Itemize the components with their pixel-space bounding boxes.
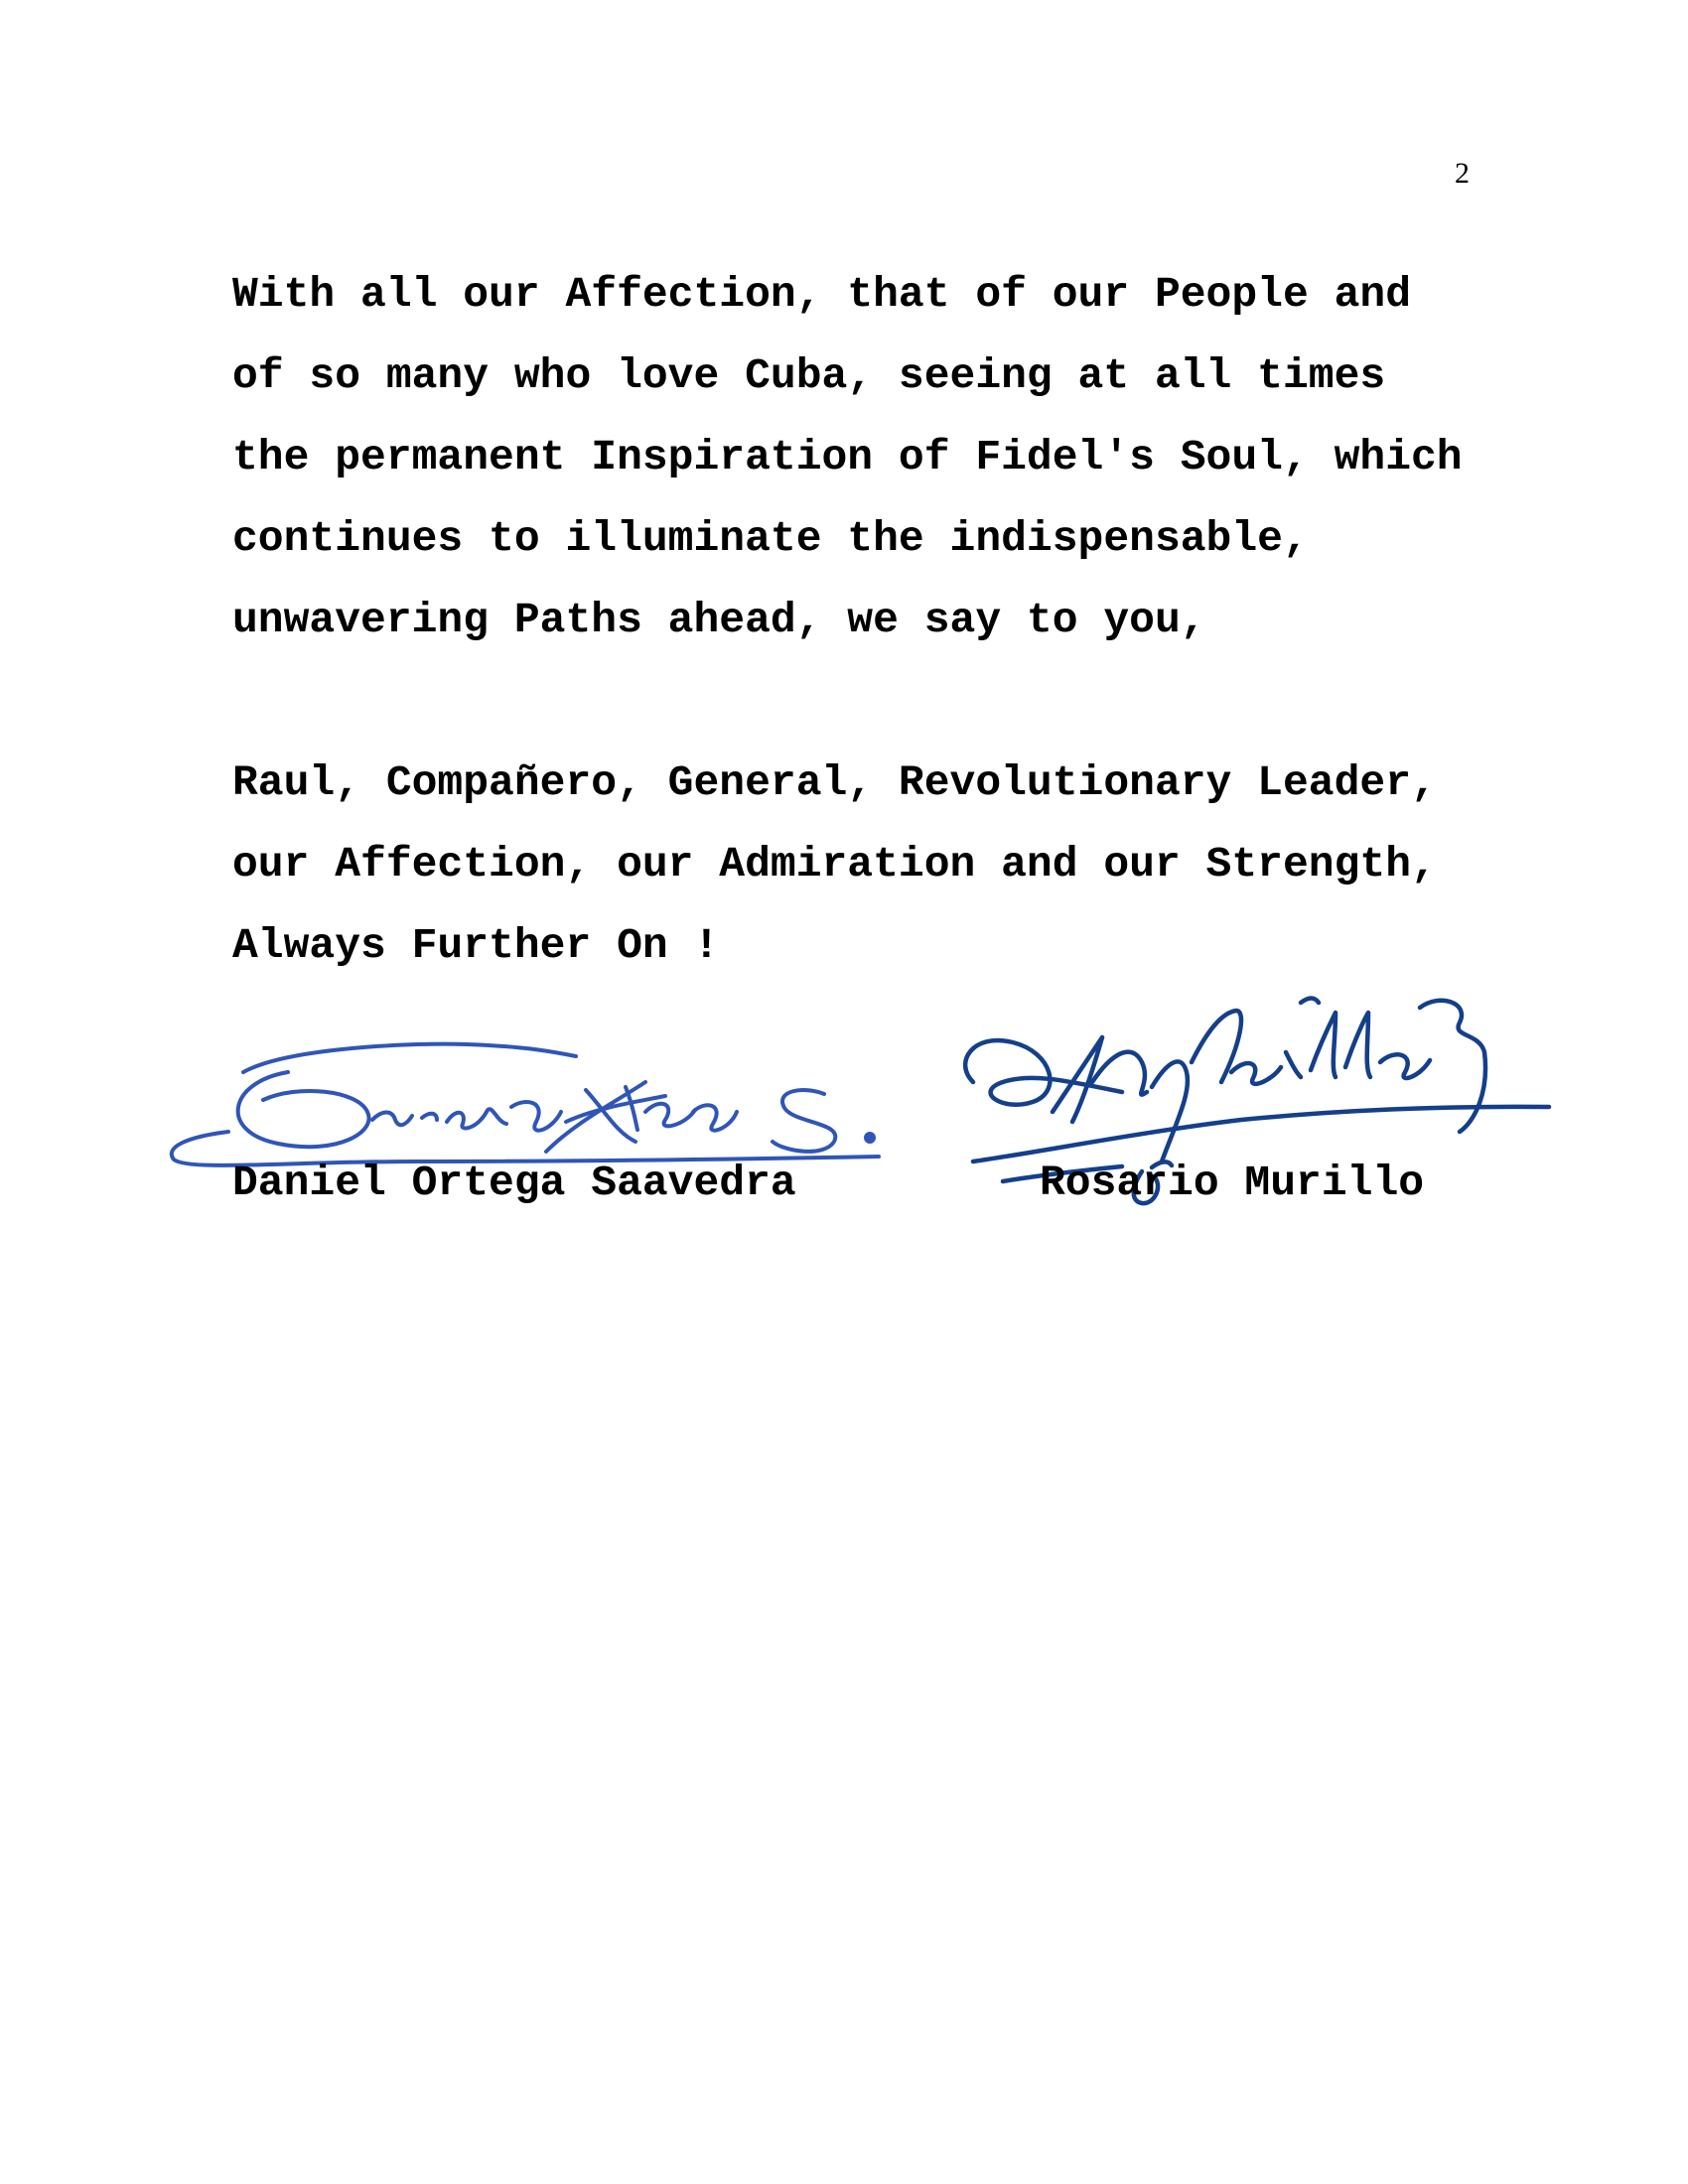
text-line: Raul, Compañero, General, Revolutionary Leader, xyxy=(232,758,1437,807)
text-line: With all our Affection, that of our People and xyxy=(232,270,1411,319)
closing-paragraph-2 xyxy=(232,743,1483,987)
closing-paragraph-1 xyxy=(232,254,1483,661)
signature-block xyxy=(169,983,1559,1241)
page-number: 2 xyxy=(1455,157,1470,190)
text-line: continues to illuminate the indispensable, xyxy=(232,514,1309,563)
text-line: our Affection, our Admiration and our Strength, xyxy=(232,840,1437,888)
text-line: Always Further On ! xyxy=(232,921,720,970)
text-line: unwavering Paths ahead, we say to you, xyxy=(232,596,1206,644)
text-line: the permanent Inspiration of Fidel's Soul, which xyxy=(232,433,1463,481)
signatory-name-ortega: Daniel Ortega Saavedra xyxy=(232,1159,796,1207)
text-line: of so many who love Cuba, seeing at all times xyxy=(232,351,1386,400)
letter-body xyxy=(232,254,1483,987)
signatory-name-murillo: Rosario Murillo xyxy=(1040,1159,1425,1207)
